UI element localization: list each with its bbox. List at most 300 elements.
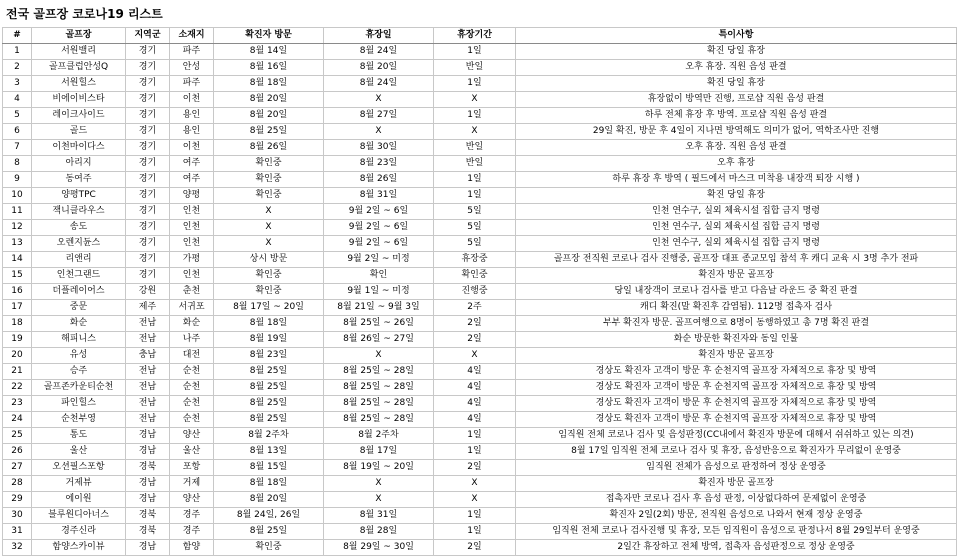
cell-confirmed-visit[interactable]: 8월 25일 (214, 364, 324, 380)
cell-location[interactable]: 양산 (170, 492, 214, 508)
cell-index[interactable]: 6 (3, 124, 32, 140)
table-row (3, 172, 957, 188)
cell-notes[interactable]: 오후 휴장 (516, 156, 957, 172)
cell-region[interactable]: 경북 (126, 524, 170, 540)
cell-location[interactable]: 울산 (170, 444, 214, 460)
cell-region[interactable]: 경남 (126, 476, 170, 492)
cell-notes[interactable]: 확진자 방문 골프장 (516, 268, 957, 284)
cell-closure-period[interactable]: 4일 (434, 412, 516, 428)
cell-notes[interactable]: 확진자 방문 골프장 (516, 348, 957, 364)
column-header-index[interactable]: # (3, 28, 32, 44)
cell-region[interactable]: 경기 (126, 220, 170, 236)
cell-index[interactable]: 18 (3, 316, 32, 332)
table-row (3, 76, 957, 92)
cell-closure-date[interactable]: 8월 23일 (324, 156, 434, 172)
cell-closure-period[interactable]: 반일 (434, 60, 516, 76)
table-row (3, 316, 957, 332)
table-row (3, 364, 957, 380)
cell-location[interactable]: 이천 (170, 140, 214, 156)
cell-closure-date[interactable]: X (324, 124, 434, 140)
cell-region[interactable]: 전남 (126, 364, 170, 380)
table-body (3, 44, 957, 556)
cell-course-name[interactable]: 통도 (32, 428, 126, 444)
cell-closure-date[interactable]: 9월 2일 ~ 6일 (324, 236, 434, 252)
table-row (3, 412, 957, 428)
cell-closure-period[interactable]: 2일 (434, 460, 516, 476)
cell-region[interactable]: 전남 (126, 316, 170, 332)
cell-notes[interactable]: 휴장없이 방역만 진행, 프로샵 직원 음성 판결 (516, 92, 957, 108)
cell-index[interactable]: 11 (3, 204, 32, 220)
cell-index[interactable]: 24 (3, 412, 32, 428)
cell-notes[interactable]: 임직원 전체 코로나 검사 및 음성판정(CC내에서 확진자 방문에 대해서 쉬쉬하고 있는 의견) (516, 428, 957, 444)
cell-notes[interactable]: 골프장 전직원 코로나 검사 진행중, 골프장 대표 종교모임 참석 후 캐디 교육 시 3명 추가 전파 (516, 252, 957, 268)
table-row (3, 460, 957, 476)
cell-location[interactable]: 파주 (170, 76, 214, 92)
cell-notes[interactable]: 하루 전체 휴장 후 방역. 프로샵 직원 음성 판결 (516, 108, 957, 124)
cell-region[interactable]: 경남 (126, 492, 170, 508)
cell-course-name[interactable]: 오렌지듄스 (32, 236, 126, 252)
cell-notes[interactable]: 2일간 휴장하고 전체 방역, 접촉자 음성판정으로 정상 운영중 (516, 540, 957, 556)
cell-closure-period[interactable]: 5일 (434, 204, 516, 220)
table-row (3, 476, 957, 492)
cell-closure-date[interactable]: 8월 25일 ~ 28일 (324, 380, 434, 396)
cell-region[interactable]: 전남 (126, 396, 170, 412)
cell-closure-date[interactable]: 8월 31일 (324, 188, 434, 204)
cell-confirmed-visit[interactable]: 8월 20일 (214, 492, 324, 508)
cell-notes[interactable]: 캐디 확진(말 확진후 감염됨). 112명 접촉자 검사 (516, 300, 957, 316)
column-header-closure-period[interactable]: 휴장기간 (434, 28, 516, 44)
cell-closure-date[interactable]: 8월 30일 (324, 140, 434, 156)
cell-closure-period[interactable]: X (434, 124, 516, 140)
cell-course-name[interactable]: 골프존카운티순천 (32, 380, 126, 396)
cell-index[interactable]: 27 (3, 460, 32, 476)
cell-closure-period[interactable]: 1일 (434, 188, 516, 204)
cell-closure-date[interactable]: X (324, 476, 434, 492)
table-row (3, 220, 957, 236)
cell-notes[interactable]: 경상도 확진자 고객이 방문 후 순천지역 골프장 자체적으로 휴장 및 방역 (516, 396, 957, 412)
cell-notes[interactable]: 접촉자만 코로나 검사 후 음성 판정, 이상없다하여 문제없이 운영중 (516, 492, 957, 508)
cell-confirmed-visit[interactable]: 8월 24일, 26일 (214, 508, 324, 524)
cell-notes[interactable]: 하루 휴장 후 방역 ( 필드에서 마스크 미착용 내장객 퇴장 시행 ) (516, 172, 957, 188)
cell-closure-period[interactable]: 확인중 (434, 268, 516, 284)
cell-region[interactable]: 경남 (126, 428, 170, 444)
cell-course-name[interactable]: 함양스카이뷰 (32, 540, 126, 556)
cell-location[interactable]: 인천 (170, 268, 214, 284)
cell-closure-date[interactable]: 8월 24일 (324, 76, 434, 92)
cell-confirmed-visit[interactable]: X (214, 220, 324, 236)
cell-confirmed-visit[interactable]: X (214, 236, 324, 252)
cell-index[interactable]: 12 (3, 220, 32, 236)
cell-closure-period[interactable]: 2일 (434, 316, 516, 332)
cell-location[interactable]: 화순 (170, 316, 214, 332)
cell-confirmed-visit[interactable]: 8월 19일 (214, 332, 324, 348)
cell-index[interactable]: 5 (3, 108, 32, 124)
cell-closure-period[interactable]: 1일 (434, 172, 516, 188)
cell-closure-period[interactable]: X (434, 348, 516, 364)
cell-location[interactable]: 양평 (170, 188, 214, 204)
cell-closure-date[interactable]: 9월 1일 ~ 미정 (324, 284, 434, 300)
cell-index[interactable]: 10 (3, 188, 32, 204)
cell-course-name[interactable]: 오션필스포항 (32, 460, 126, 476)
cell-closure-date[interactable]: 8월 25일 ~ 28일 (324, 364, 434, 380)
cell-closure-date[interactable]: 8월 24일 (324, 44, 434, 60)
cell-location[interactable]: 파주 (170, 44, 214, 60)
cell-course-name[interactable]: 서원힐스 (32, 76, 126, 92)
cell-closure-date[interactable]: 8월 28일 (324, 524, 434, 540)
cell-closure-period[interactable]: 1일 (434, 508, 516, 524)
cell-location[interactable]: 서귀포 (170, 300, 214, 316)
cell-course-name[interactable]: 양평TPC (32, 188, 126, 204)
header-row (3, 28, 957, 44)
cell-closure-date[interactable]: 8월 25일 ~ 26일 (324, 316, 434, 332)
cell-notes[interactable]: 인천 연수구, 실외 체육시설 집합 금지 명령 (516, 236, 957, 252)
cell-notes[interactable]: 당일 내장객이 코로나 검사를 받고 다음날 라운드 중 확진 판결 (516, 284, 957, 300)
table-row (3, 140, 957, 156)
cell-confirmed-visit[interactable]: 8월 15일 (214, 460, 324, 476)
cell-confirmed-visit[interactable]: 8월 25일 (214, 396, 324, 412)
cell-region[interactable]: 전남 (126, 332, 170, 348)
cell-closure-period[interactable]: 1일 (434, 76, 516, 92)
cell-closure-date[interactable]: 9월 2일 ~ 6일 (324, 204, 434, 220)
cell-notes[interactable]: 확진자 방문 골프장 (516, 476, 957, 492)
cell-closure-date[interactable]: 8월 26일 (324, 172, 434, 188)
cell-location[interactable]: 경주 (170, 524, 214, 540)
cell-notes[interactable]: 확진자 2일(2회) 방문, 전직원 음성으로 나와서 현재 정상 운영중 (516, 508, 957, 524)
cell-notes[interactable]: 임직원 전체가 음성으로 판정하여 정상 운영중 (516, 460, 957, 476)
cell-location[interactable]: 함양 (170, 540, 214, 556)
cell-region[interactable]: 경기 (126, 204, 170, 220)
cell-region[interactable]: 경기 (126, 124, 170, 140)
cell-closure-date[interactable]: X (324, 348, 434, 364)
cell-closure-date[interactable]: X (324, 92, 434, 108)
cell-course-name[interactable]: 경주신라 (32, 524, 126, 540)
cell-closure-period[interactable]: 5일 (434, 220, 516, 236)
cell-confirmed-visit[interactable]: 8월 25일 (214, 412, 324, 428)
cell-closure-date[interactable]: 8월 25일 ~ 28일 (324, 412, 434, 428)
table-row (3, 188, 957, 204)
cell-region[interactable]: 전남 (126, 380, 170, 396)
table-row (3, 380, 957, 396)
cell-course-name[interactable]: 더플레이어스 (32, 284, 126, 300)
cell-closure-period[interactable]: X (434, 492, 516, 508)
cell-notes[interactable]: 확진 당일 휴장 (516, 76, 957, 92)
cell-closure-period[interactable]: 2일 (434, 332, 516, 348)
cell-confirmed-visit[interactable]: 8월 25일 (214, 380, 324, 396)
cell-index[interactable]: 9 (3, 172, 32, 188)
cell-index[interactable]: 16 (3, 284, 32, 300)
cell-closure-date[interactable]: 8월 25일 ~ 28일 (324, 396, 434, 412)
cell-closure-date[interactable]: X (324, 492, 434, 508)
cell-closure-period[interactable]: 2주 (434, 300, 516, 316)
cell-closure-period[interactable]: 휴장중 (434, 252, 516, 268)
cell-region[interactable]: 경기 (126, 156, 170, 172)
cell-index[interactable]: 32 (3, 540, 32, 556)
cell-region[interactable]: 경기 (126, 44, 170, 60)
cell-location[interactable]: 춘천 (170, 284, 214, 300)
table-row (3, 508, 957, 524)
cell-index[interactable]: 26 (3, 444, 32, 460)
cell-index[interactable]: 13 (3, 236, 32, 252)
cell-location[interactable]: 경주 (170, 508, 214, 524)
cell-region[interactable]: 경기 (126, 252, 170, 268)
cell-region[interactable]: 전남 (126, 412, 170, 428)
table-row (3, 540, 957, 556)
table-row (3, 268, 957, 284)
table-row (3, 92, 957, 108)
table-row (3, 332, 957, 348)
cell-course-name[interactable]: 파인힐스 (32, 396, 126, 412)
cell-location[interactable]: 여주 (170, 156, 214, 172)
cell-closure-period[interactable]: 1일 (434, 444, 516, 460)
cell-location[interactable]: 양산 (170, 428, 214, 444)
cell-course-name[interactable]: 비에이비스타 (32, 92, 126, 108)
cell-course-name[interactable]: 해피니스 (32, 332, 126, 348)
cell-location[interactable]: 인천 (170, 236, 214, 252)
cell-index[interactable]: 1 (3, 44, 32, 60)
cell-region[interactable]: 경기 (126, 108, 170, 124)
cell-index[interactable]: 23 (3, 396, 32, 412)
column-header-course-name[interactable]: 골프장 (32, 28, 126, 44)
cell-closure-date[interactable]: 8월 29일 ~ 30일 (324, 540, 434, 556)
cell-region[interactable]: 경기 (126, 188, 170, 204)
cell-index[interactable]: 15 (3, 268, 32, 284)
cell-closure-period[interactable]: 1일 (434, 524, 516, 540)
cell-confirmed-visit[interactable]: 8월 25일 (214, 524, 324, 540)
cell-course-name[interactable]: 골프클럽안성Q (32, 60, 126, 76)
cell-notes[interactable]: 부부 확진자 방문. 골프여행으로 8명이 동행하였고 총 7명 확진 판결 (516, 316, 957, 332)
cell-notes[interactable]: 경상도 확진자 고객이 방문 후 순천지역 골프장 자체적으로 휴장 및 방역 (516, 364, 957, 380)
table-row (3, 236, 957, 252)
cell-location[interactable]: 여주 (170, 172, 214, 188)
cell-region[interactable]: 경기 (126, 236, 170, 252)
table-row (3, 444, 957, 460)
cell-confirmed-visit[interactable]: 8월 18일 (214, 316, 324, 332)
cell-course-name[interactable]: 인천그랜드 (32, 268, 126, 284)
cell-region[interactable]: 경기 (126, 60, 170, 76)
cell-course-name[interactable]: 거제뷰 (32, 476, 126, 492)
cell-index[interactable]: 2 (3, 60, 32, 76)
cell-closure-date[interactable]: 8월 21일 ~ 9월 3일 (324, 300, 434, 316)
cell-notes[interactable]: 화순 방문한 확진자와 동일 인물 (516, 332, 957, 348)
cell-closure-date[interactable]: 8월 19일 ~ 20일 (324, 460, 434, 476)
cell-closure-date[interactable]: 8월 27일 (324, 108, 434, 124)
cell-notes[interactable]: 인천 연수구, 실외 체육시설 집합 금지 명령 (516, 204, 957, 220)
cell-location[interactable]: 대전 (170, 348, 214, 364)
cell-notes[interactable]: 오후 휴장. 직원 음성 판결 (516, 140, 957, 156)
cell-region[interactable]: 제주 (126, 300, 170, 316)
cell-closure-period[interactable]: 1일 (434, 108, 516, 124)
cell-location[interactable]: 용인 (170, 124, 214, 140)
cell-region[interactable]: 경남 (126, 444, 170, 460)
cell-location[interactable]: 인천 (170, 220, 214, 236)
cell-confirmed-visit[interactable]: 8월 25일 (214, 124, 324, 140)
cell-closure-period[interactable]: 2일 (434, 540, 516, 556)
cell-region[interactable]: 경기 (126, 172, 170, 188)
cell-closure-date[interactable]: 8월 20일 (324, 60, 434, 76)
cell-course-name[interactable]: 에이원 (32, 492, 126, 508)
sheet-title: 전국 골프장 코로나19 리스트 (6, 7, 163, 21)
cell-closure-date[interactable]: 8월 26일 ~ 27일 (324, 332, 434, 348)
cell-location[interactable]: 포항 (170, 460, 214, 476)
table-row (3, 124, 957, 140)
cell-course-name[interactable]: 송도 (32, 220, 126, 236)
cell-region[interactable]: 경남 (126, 540, 170, 556)
cell-course-name[interactable]: 잭니클라우스 (32, 204, 126, 220)
cell-notes[interactable]: 경상도 확진자 고객이 방문 후 순천지역 골프장 자체적으로 휴장 및 방역 (516, 412, 957, 428)
cell-index[interactable]: 19 (3, 332, 32, 348)
cell-notes[interactable]: 29일 확진, 방문 후 4일이 지나면 방역해도 의미가 없어, 역학조사만 진행 (516, 124, 957, 140)
cell-course-name[interactable]: 골드 (32, 124, 126, 140)
table-row (3, 60, 957, 76)
cell-course-name[interactable]: 서원밸리 (32, 44, 126, 60)
cell-course-name[interactable]: 울산 (32, 444, 126, 460)
cell-location[interactable]: 순천 (170, 396, 214, 412)
table-row (3, 44, 957, 60)
cell-course-name[interactable]: 화순 (32, 316, 126, 332)
cell-closure-date[interactable]: 9월 2일 ~ 미정 (324, 252, 434, 268)
cell-confirmed-visit[interactable]: 확인중 (214, 188, 324, 204)
cell-notes[interactable]: 인천 연수구, 실외 체육시설 집합 금지 명령 (516, 220, 957, 236)
cell-index[interactable]: 3 (3, 76, 32, 92)
cell-location[interactable]: 안성 (170, 60, 214, 76)
table-row (3, 396, 957, 412)
cell-index[interactable]: 29 (3, 492, 32, 508)
cell-location[interactable]: 가평 (170, 252, 214, 268)
cell-index[interactable]: 20 (3, 348, 32, 364)
cell-confirmed-visit[interactable]: 8월 23일 (214, 348, 324, 364)
cell-index[interactable]: 22 (3, 380, 32, 396)
cell-location[interactable]: 이천 (170, 92, 214, 108)
golf-course-table (2, 27, 957, 556)
cell-notes[interactable]: 임직원 전체 코로나 검사진행 및 휴장, 모든 임직원이 음성으로 판정나서 8월 29일부터 운영중 (516, 524, 957, 540)
cell-course-name[interactable]: 승주 (32, 364, 126, 380)
column-header-location[interactable]: 소재지 (170, 28, 214, 44)
column-header-notes[interactable]: 특이사항 (516, 28, 957, 44)
column-header-confirmed-visit[interactable]: 확진자 방문 (214, 28, 324, 44)
cell-course-name[interactable]: 유성 (32, 348, 126, 364)
cell-confirmed-visit[interactable]: 8월 18일 (214, 76, 324, 92)
cell-location[interactable]: 순천 (170, 380, 214, 396)
cell-closure-date[interactable]: 8월 17일 (324, 444, 434, 460)
cell-course-name[interactable]: 블루원디아너스 (32, 508, 126, 524)
cell-location[interactable]: 순천 (170, 364, 214, 380)
cell-confirmed-visit[interactable]: 8월 2주차 (214, 428, 324, 444)
cell-closure-date[interactable]: 확인 (324, 268, 434, 284)
cell-confirmed-visit[interactable]: 8월 17일 ~ 20일 (214, 300, 324, 316)
column-header-region[interactable]: 지역군 (126, 28, 170, 44)
cell-notes[interactable]: 오후 휴장. 직원 음성 판결 (516, 60, 957, 76)
table-row (3, 492, 957, 508)
column-header-closure-date[interactable]: 휴장일 (324, 28, 434, 44)
cell-course-name[interactable]: 순천부영 (32, 412, 126, 428)
cell-closure-period[interactable]: 반일 (434, 140, 516, 156)
cell-location[interactable]: 순천 (170, 412, 214, 428)
cell-closure-period[interactable]: 4일 (434, 380, 516, 396)
cell-confirmed-visit[interactable]: 8월 16일 (214, 60, 324, 76)
cell-index[interactable]: 7 (3, 140, 32, 156)
cell-course-name[interactable]: 레이크사이드 (32, 108, 126, 124)
cell-location[interactable]: 나주 (170, 332, 214, 348)
cell-confirmed-visit[interactable]: 8월 20일 (214, 108, 324, 124)
cell-index[interactable]: 30 (3, 508, 32, 524)
cell-closure-period[interactable]: 1일 (434, 44, 516, 60)
cell-confirmed-visit[interactable]: 8월 14일 (214, 44, 324, 60)
cell-confirmed-visit[interactable]: 8월 18일 (214, 476, 324, 492)
cell-region[interactable]: 경기 (126, 92, 170, 108)
cell-region[interactable]: 경기 (126, 140, 170, 156)
cell-index[interactable]: 28 (3, 476, 32, 492)
table-row (3, 204, 957, 220)
cell-closure-period[interactable]: 반일 (434, 156, 516, 172)
cell-location[interactable]: 용인 (170, 108, 214, 124)
cell-region[interactable]: 충남 (126, 348, 170, 364)
table-row (3, 108, 957, 124)
cell-confirmed-visit[interactable]: 확인중 (214, 156, 324, 172)
cell-confirmed-visit[interactable]: 8월 20일 (214, 92, 324, 108)
cell-index[interactable]: 8 (3, 156, 32, 172)
table-row (3, 252, 957, 268)
cell-closure-period[interactable]: 4일 (434, 364, 516, 380)
cell-region[interactable]: 경기 (126, 268, 170, 284)
cell-closure-period[interactable]: 4일 (434, 396, 516, 412)
table-row (3, 348, 957, 364)
cell-closure-period[interactable]: 진행중 (434, 284, 516, 300)
cell-index[interactable]: 14 (3, 252, 32, 268)
cell-index[interactable]: 4 (3, 92, 32, 108)
cell-course-name[interactable]: 리앤리 (32, 252, 126, 268)
cell-location[interactable]: 인천 (170, 204, 214, 220)
cell-closure-period[interactable]: 5일 (434, 236, 516, 252)
cell-course-name[interactable]: 이천마이다스 (32, 140, 126, 156)
cell-region[interactable]: 경기 (126, 76, 170, 92)
cell-index[interactable]: 21 (3, 364, 32, 380)
cell-course-name[interactable]: 중문 (32, 300, 126, 316)
cell-confirmed-visit[interactable]: 확인중 (214, 284, 324, 300)
cell-notes[interactable]: 확진 당일 휴장 (516, 44, 957, 60)
cell-index[interactable]: 31 (3, 524, 32, 540)
table-row (3, 156, 957, 172)
cell-closure-date[interactable]: 8월 31일 (324, 508, 434, 524)
table-row (3, 284, 957, 300)
cell-location[interactable]: 거제 (170, 476, 214, 492)
cell-confirmed-visit[interactable]: 확인중 (214, 268, 324, 284)
cell-course-name[interactable]: 아리지 (32, 156, 126, 172)
cell-confirmed-visit[interactable]: 확인중 (214, 540, 324, 556)
table-row (3, 524, 957, 540)
cell-closure-date[interactable]: 8월 2주차 (324, 428, 434, 444)
cell-region[interactable]: 강원 (126, 284, 170, 300)
cell-closure-period[interactable]: X (434, 476, 516, 492)
cell-confirmed-visit[interactable]: 확인중 (214, 172, 324, 188)
cell-confirmed-visit[interactable]: 상시 방문 (214, 252, 324, 268)
cell-confirmed-visit[interactable]: X (214, 204, 324, 220)
cell-notes[interactable]: 확진 당일 휴장 (516, 188, 957, 204)
cell-region[interactable]: 경북 (126, 460, 170, 476)
cell-index[interactable]: 25 (3, 428, 32, 444)
cell-confirmed-visit[interactable]: 8월 13일 (214, 444, 324, 460)
table-row (3, 428, 957, 444)
cell-course-name[interactable]: 동여주 (32, 172, 126, 188)
cell-index[interactable]: 17 (3, 300, 32, 316)
cell-region[interactable]: 경북 (126, 508, 170, 524)
cell-closure-date[interactable]: 9월 2일 ~ 6일 (324, 220, 434, 236)
cell-closure-period[interactable]: X (434, 92, 516, 108)
cell-notes[interactable]: 경상도 확진자 고객이 방문 후 순천지역 골프장 자체적으로 휴장 및 방역 (516, 380, 957, 396)
cell-confirmed-visit[interactable]: 8월 26일 (214, 140, 324, 156)
table-row (3, 300, 957, 316)
cell-notes[interactable]: 8월 17일 임직원 전체 코로나 검사 및 휴장, 음성반응으로 확진자가 무리없이 운영중 (516, 444, 957, 460)
cell-closure-period[interactable]: 1일 (434, 428, 516, 444)
